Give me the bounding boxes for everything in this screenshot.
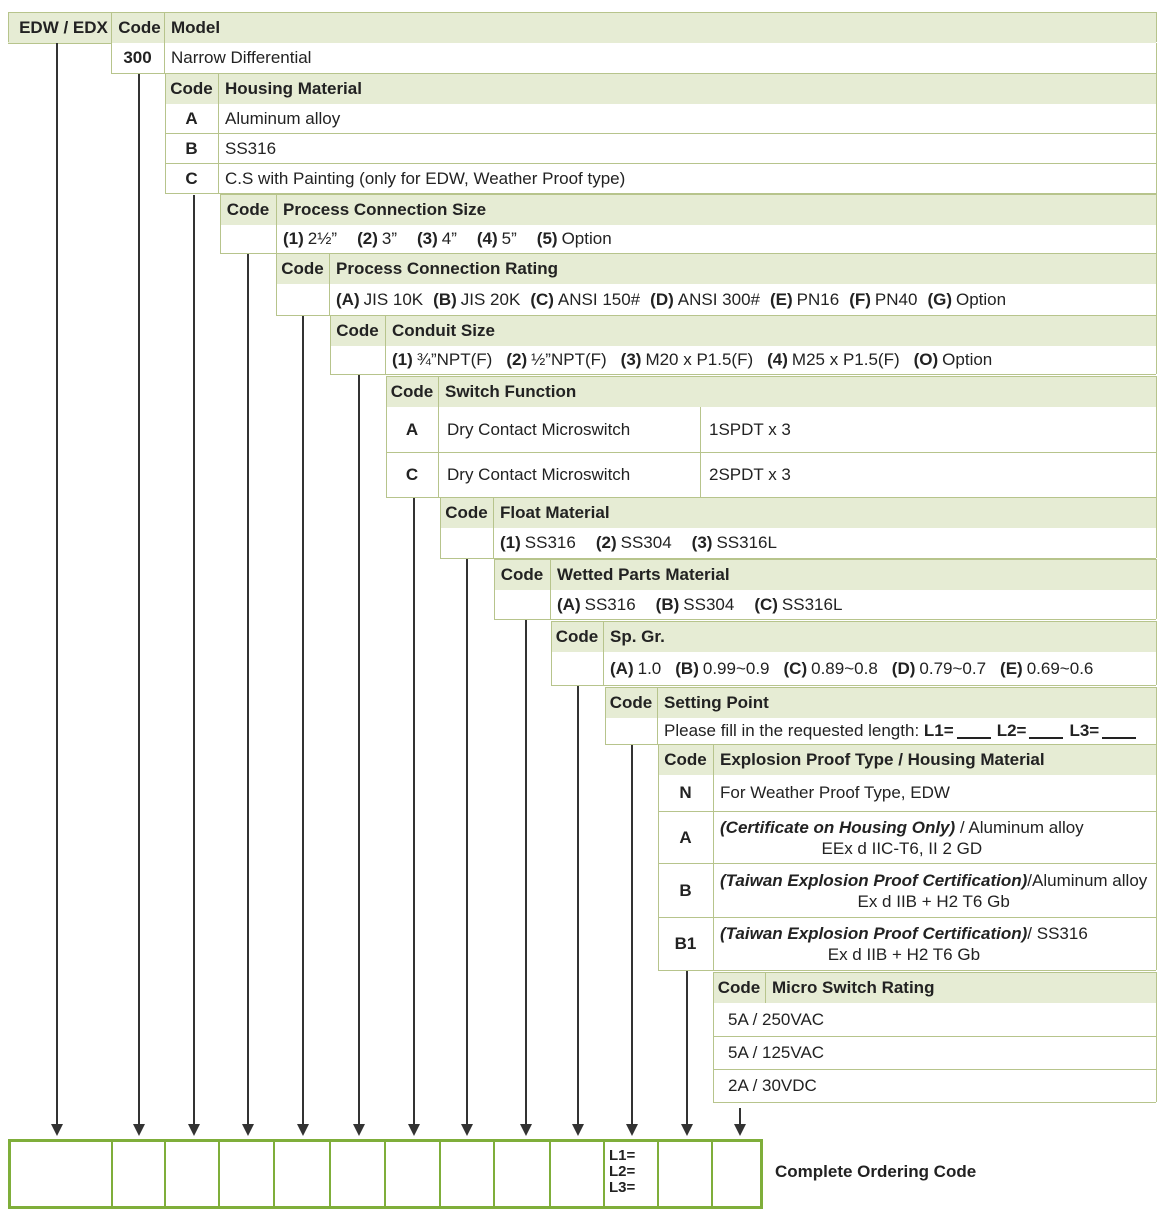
option-code: (1) [500, 533, 521, 552]
conn-rating-option-list [329, 284, 1006, 315]
spgr-option-list [603, 652, 1093, 685]
float-options [440, 528, 1156, 559]
explosion-label-b [713, 864, 1147, 917]
option-code: (2) [357, 229, 378, 248]
arrow-line [686, 971, 688, 1125]
housing-label-a: Aluminum alloy [225, 108, 341, 128]
conn-size-option-list [276, 225, 612, 253]
option-label: 4” [441, 229, 457, 248]
spgr-code-header: Code [555, 627, 599, 646]
setting-instruction: Please fill in the requested length: [664, 721, 920, 740]
conn-rating-options [276, 284, 1156, 316]
option-code: (G) [927, 289, 952, 309]
conduit-code-header: Code [336, 321, 379, 340]
option-label: 0.89~0.8 [811, 658, 878, 678]
arrow-head-icon [520, 1124, 532, 1136]
option-code: (3) [691, 533, 713, 552]
option-code: (4) [767, 350, 788, 369]
switch-code-c: C [405, 465, 419, 484]
option-code: (B) [433, 289, 457, 309]
option-code: (C) [754, 594, 778, 614]
switch-row-c [386, 453, 1156, 498]
conduit-title: Conduit Size [392, 321, 495, 340]
explosion-code-a: A [679, 827, 692, 847]
ordering-l3-label: L3= [609, 1179, 636, 1196]
explosion-label-n: For Weather Proof Type, EDW [720, 783, 950, 802]
arrow-head-icon [188, 1124, 200, 1136]
setting-title: Setting Point [664, 693, 769, 712]
explosion-cert-a: (Certificate on Housing Only) [720, 817, 956, 837]
housing-code-header: Code [170, 79, 213, 98]
model-code: 300 [123, 48, 152, 67]
option-code: (O) [913, 350, 939, 369]
code-box-float[interactable] [441, 1142, 495, 1206]
setting-header [605, 687, 1156, 719]
explosion-code-header: Code [664, 750, 707, 769]
explosion-rating-a: EEx d IIC-T6, II 2 GD [821, 838, 983, 858]
code-box-housing[interactable] [166, 1142, 220, 1206]
conn-size-title: Process Connection Size [283, 200, 487, 219]
option-code: (3) [620, 350, 642, 369]
explosion-row-a [658, 812, 1156, 864]
option-label: M25 x P1.5(F) [791, 350, 900, 369]
housing-row-c [165, 164, 1156, 194]
switch-row-a [386, 407, 1156, 453]
option-label: ANSI 150# [557, 289, 641, 309]
option-label: SS316 [584, 594, 636, 614]
arrow-line [138, 74, 140, 1125]
option-code: (3) [416, 229, 438, 248]
arrow-head-icon [133, 1124, 145, 1136]
wetted-options [494, 590, 1156, 620]
option-code: (E) [770, 289, 793, 309]
option-label: ½”NPT(F) [531, 350, 607, 369]
switch-value-c: 2SPDT x 3 [709, 465, 791, 484]
code-box-model[interactable] [113, 1142, 166, 1206]
spgr-options [551, 652, 1156, 686]
option-label: Option [942, 350, 993, 369]
arrow-line [631, 745, 633, 1125]
code-box-series[interactable] [11, 1142, 113, 1206]
ordering-code-boxes [8, 1139, 763, 1209]
arrow-head-icon [681, 1124, 693, 1136]
conn-size-code-header: Code [226, 200, 270, 219]
series-label: EDW / EDX [19, 18, 108, 37]
option-code: (1) [392, 350, 413, 369]
option-code: (B) [675, 658, 699, 678]
option-code: (5) [536, 229, 558, 248]
arrow-line [358, 375, 360, 1125]
explosion-header [658, 744, 1156, 776]
setting-text [657, 718, 1142, 744]
code-box-explosion[interactable] [659, 1142, 713, 1206]
float-code-header: Code [445, 503, 488, 522]
option-label: 2½” [307, 229, 338, 248]
explosion-material-b: /Aluminum alloy [1027, 870, 1148, 890]
arrow-head-icon [572, 1124, 584, 1136]
arrow-head-icon [297, 1124, 309, 1136]
explosion-material-b1: / SS316 [1027, 924, 1088, 943]
option-code: (C) [783, 658, 808, 678]
option-label: 0.69~0.6 [1026, 658, 1094, 678]
code-box-conn-size[interactable] [220, 1142, 275, 1206]
arrow-head-icon [461, 1124, 473, 1136]
option-label: Option [561, 229, 612, 248]
option-code: (1) [283, 229, 304, 248]
explosion-cert-b1: (Taiwan Explosion Proof Certification) [720, 924, 1028, 943]
housing-code-a: A [185, 108, 198, 128]
housing-title: Housing Material [225, 79, 362, 98]
switch-code-header: Code [390, 382, 434, 401]
arrow-line [247, 254, 249, 1125]
ordering-l1-label: L1= [609, 1147, 636, 1164]
explosion-label-b1 [713, 918, 1088, 970]
option-label: SS316 [524, 533, 576, 552]
arrow-head-icon [353, 1124, 365, 1136]
housing-code-c: C [185, 168, 198, 188]
spgr-title: Sp. Gr. [610, 627, 665, 646]
option-label: SS316L [781, 594, 843, 614]
setting-l1-label: L1= [923, 721, 954, 740]
explosion-rating-b1: Ex d IIB + H2 T6 Gb [827, 945, 981, 964]
arrow-line [193, 195, 195, 1125]
switch-label-a: Dry Contact Microswitch [447, 419, 631, 439]
ordering-l2-label: L2= [609, 1163, 636, 1180]
micro-code-header: Code [717, 978, 761, 997]
arrow-line [56, 43, 58, 1125]
arrow-line [302, 316, 304, 1125]
arrow-head-icon [408, 1124, 420, 1136]
setting-row [605, 718, 1156, 745]
arrow-line [577, 686, 579, 1125]
explosion-cert-b: (Taiwan Explosion Proof Certification) [720, 870, 1028, 890]
conduit-options [330, 346, 1156, 375]
explosion-row-n [658, 775, 1156, 812]
option-code: (D) [650, 289, 674, 309]
switch-value-a: 1SPDT x 3 [709, 419, 791, 439]
option-code: (E) [1000, 658, 1023, 678]
option-code: (A) [557, 594, 581, 614]
option-code: (F) [849, 289, 871, 309]
option-code: (C) [530, 289, 554, 309]
option-label: 0.99~0.9 [702, 658, 770, 678]
switch-label-c: Dry Contact Microswitch [447, 465, 631, 484]
switch-title: Switch Function [445, 382, 577, 401]
micro-row-1 [713, 1003, 1156, 1037]
option-code: (2) [595, 533, 617, 552]
setting-code-header: Code [609, 693, 653, 712]
option-label: SS316L [716, 533, 777, 552]
micro-rating-3: 2A / 30VDC [728, 1076, 817, 1095]
wetted-header [494, 559, 1156, 591]
l1-blank [957, 723, 991, 739]
arrow-line [739, 1108, 741, 1125]
code-header: Code [118, 18, 161, 37]
explosion-code-b1: B1 [674, 934, 697, 953]
conn-rating-title: Process Connection Rating [336, 259, 558, 278]
model-header-row [8, 12, 1156, 44]
explosion-code-b: B [679, 880, 692, 900]
code-box-micro[interactable] [713, 1142, 760, 1206]
arrow-line [413, 498, 415, 1125]
micro-rating-1: 5A / 250VAC [728, 1009, 825, 1029]
option-label: ANSI 300# [677, 289, 760, 309]
conn-size-header [220, 194, 1156, 226]
micro-row-2 [713, 1037, 1156, 1070]
model-title: Model [171, 18, 221, 37]
spgr-header [551, 621, 1156, 653]
option-label: SS304 [620, 533, 672, 552]
option-code: (D) [891, 658, 916, 678]
micro-row-3 [713, 1070, 1156, 1103]
housing-row-b [165, 134, 1156, 164]
code-box-setting[interactable] [605, 1142, 659, 1206]
arrow-head-icon [242, 1124, 254, 1136]
model-label: Narrow Differential [171, 48, 312, 67]
float-header [440, 497, 1156, 529]
micro-header [713, 972, 1156, 1004]
code-box-spgr[interactable] [551, 1142, 605, 1206]
option-label: PN40 [874, 289, 918, 309]
arrow-head-icon [626, 1124, 638, 1136]
setting-l3-label: L3= [1069, 721, 1100, 740]
option-code: (B) [655, 594, 680, 614]
option-label: 0.79~0.7 [919, 658, 987, 678]
option-code: (4) [476, 229, 498, 248]
explosion-row-b1 [658, 918, 1156, 971]
housing-label-c: C.S with Painting (only for EDW, Weather Proof type) [225, 168, 626, 188]
explosion-label-a [713, 812, 1084, 863]
switch-code-a: A [405, 419, 419, 439]
housing-row-a [165, 104, 1156, 134]
arrow-line [525, 620, 527, 1125]
explosion-code-n: N [679, 783, 692, 802]
explosion-row-b [658, 864, 1156, 918]
arrow-line [466, 559, 468, 1125]
float-option-list [493, 528, 777, 558]
wetted-option-list [550, 590, 842, 619]
code-box-conn-rating[interactable] [275, 1142, 331, 1206]
arrow-head-icon [51, 1124, 63, 1136]
code-box-conduit[interactable] [331, 1142, 386, 1206]
switch-header [386, 376, 1156, 408]
wetted-title: Wetted Parts Material [557, 565, 730, 584]
l2-blank [1029, 723, 1063, 739]
explosion-material-a: / Aluminum alloy [955, 817, 1084, 837]
option-label: 3” [381, 229, 397, 248]
wetted-code-header: Code [500, 565, 544, 584]
conn-rating-header [276, 253, 1156, 285]
setting-l2-label: L2= [996, 721, 1027, 740]
option-label: JIS 10K [363, 289, 424, 309]
option-label: 5” [501, 229, 517, 248]
option-code: (2) [506, 350, 528, 369]
arrow-head-icon [734, 1124, 746, 1136]
option-label: 1.0 [637, 658, 662, 678]
explosion-title: Explosion Proof Type / Housing Material [720, 750, 1045, 769]
option-label: SS304 [683, 594, 735, 614]
conduit-option-list [385, 346, 992, 374]
option-label: JIS 20K [460, 289, 521, 309]
float-title: Float Material [500, 503, 610, 522]
option-code: (A) [336, 289, 360, 309]
option-label: PN16 [796, 289, 840, 309]
housing-code-b: B [185, 138, 198, 158]
housing-label-b: SS316 [225, 138, 277, 158]
conn-size-options [220, 225, 1156, 254]
model-row-300 [111, 43, 1156, 74]
conduit-header [330, 315, 1156, 347]
option-label: M20 x P1.5(F) [645, 350, 754, 369]
complete-ordering-code-label: Complete Ordering Code [775, 1162, 977, 1181]
code-box-wetted[interactable] [495, 1142, 551, 1206]
code-box-switch[interactable] [386, 1142, 441, 1206]
option-label: ¾”NPT(F) [416, 350, 493, 369]
micro-rating-2: 5A / 125VAC [728, 1043, 825, 1062]
l3-blank [1102, 723, 1136, 739]
micro-title: Micro Switch Rating [772, 978, 935, 997]
option-code: (A) [610, 658, 634, 678]
housing-header [165, 73, 1156, 105]
explosion-rating-b: Ex d IIB + H2 T6 Gb [857, 891, 1010, 911]
option-label: Option [956, 289, 1007, 309]
conn-rating-code-header: Code [281, 259, 324, 278]
